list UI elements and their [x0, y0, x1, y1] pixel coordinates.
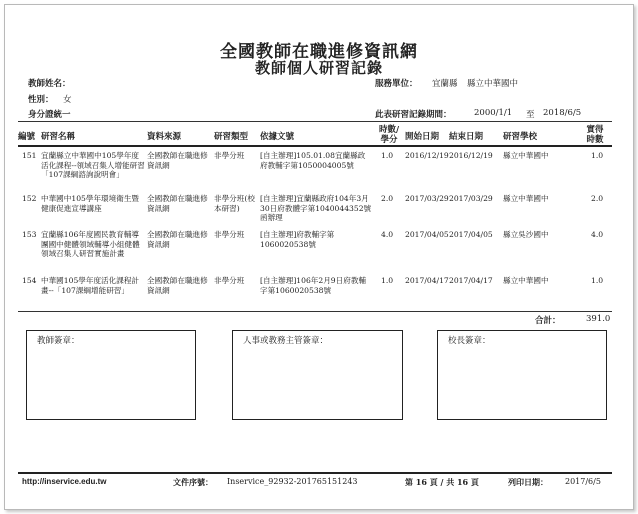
page-subtitle: 教師個人研習記錄: [254, 59, 383, 77]
footer-print-date: 2017/6/5: [565, 477, 601, 486]
teacher-name-label: 教師姓名：: [28, 79, 71, 89]
personnel-signature-label: 人事或教務主管簽章：: [243, 336, 329, 346]
col-header-type: 研習類型: [214, 132, 249, 142]
period-start: 2000/1/1: [474, 108, 513, 118]
col-header-source: 資料來源: [147, 132, 182, 142]
cell-school: 縣立中華國中: [503, 276, 549, 285]
principal-signature-box: [437, 330, 607, 420]
cell-start: 2017/04/05: [405, 230, 449, 239]
period-to: 至: [526, 110, 535, 120]
cell-name: 中華國中105學年環境衛生暨健康促進宣導講座: [41, 194, 140, 213]
col-header-actual-hours: 實得 時數: [586, 125, 604, 145]
cell-hours: 4.0: [381, 230, 394, 239]
cell-start: 2017/03/29: [405, 194, 449, 203]
cell-no: 151: [22, 151, 37, 160]
service-school: 縣立中華國中: [467, 79, 519, 89]
col-header-no: 編號: [18, 132, 36, 142]
col-header-start-date: 開始日期: [405, 132, 440, 142]
period-end: 2018/6/5: [543, 108, 582, 118]
cell-start: 2017/04/17: [405, 276, 449, 285]
cell-source: 全國教師在職進修資訊網: [147, 151, 208, 170]
cell-type: 非學分班(校本研習): [214, 194, 255, 213]
total-label: 合計：: [535, 316, 561, 326]
cell-school: 縣立吳沙國中: [503, 230, 549, 239]
service-county: 宜蘭縣: [432, 79, 458, 89]
cell-source: 全國教師在職進修資訊網: [147, 276, 208, 295]
total-value: 391.0: [586, 314, 611, 324]
cell-type: 非學分班: [214, 230, 245, 239]
cell-doc: [自主辦理]106年2月9日府教輔字第1060020538號: [260, 276, 367, 295]
footer-url: http://inservice.edu.tw: [22, 477, 107, 486]
cell-actual: 1.0: [591, 276, 604, 285]
service-unit-label: 服務單位：: [375, 79, 418, 89]
cell-actual: 4.0: [591, 230, 604, 239]
gender-label: 性別：: [28, 95, 54, 105]
table-bottom-rule: [18, 311, 612, 312]
cell-name: 中華國105學年度活化課程計畫--「107課綱增能研習」: [41, 276, 140, 295]
cell-school: 縣立中華國中: [503, 194, 549, 203]
teacher-signature-box: [26, 330, 196, 420]
principal-signature-label: 校長簽章：: [448, 336, 491, 346]
cell-actual: 2.0: [591, 194, 604, 203]
cell-type: 非學分班: [214, 151, 245, 160]
cell-start: 2016/12/19: [405, 151, 449, 160]
page-title: 全國教師在職進修資訊網: [220, 42, 418, 62]
cell-hours: 1.0: [381, 276, 394, 285]
gender-value: 女: [63, 95, 72, 105]
cell-no: 154: [22, 276, 37, 285]
col-header-school: 研習學校: [503, 132, 538, 142]
period-label: 此表研習記錄期間：: [375, 110, 452, 120]
cell-hours: 2.0: [381, 194, 394, 203]
cell-doc: [自主辦理]宜蘭縣政府104年3月30日府教體字第1040044352號函辦理: [260, 194, 372, 222]
footer-rule: [18, 472, 612, 474]
cell-end: 2017/03/29: [449, 194, 493, 203]
footer-serial: Inservice_92932-201765151243: [227, 477, 358, 486]
table-header-rule: [18, 145, 612, 147]
footer-serial-label: 文件序號：: [173, 477, 213, 487]
cell-school: 縣立中華國中: [503, 151, 549, 160]
col-header-name: 研習名稱: [41, 132, 76, 142]
cell-doc: [自主辦理]府教輔字第1060020538號: [260, 230, 335, 249]
cell-source: 全國教師在職進修資訊網: [147, 194, 208, 213]
cell-end: 2017/04/05: [449, 230, 493, 239]
footer-print-date-label: 列印日期：: [508, 477, 548, 487]
teacher-signature-label: 教師簽章：: [37, 336, 80, 346]
cell-doc: [自主辦理]105.01.08宜蘭縣政府教輔字第1050004005號: [260, 151, 366, 170]
id-number-label: 身分證統一: [28, 110, 71, 120]
cell-end: 2017/04/17: [449, 276, 493, 285]
cell-no: 153: [22, 230, 37, 239]
col-header-doc: 依據文號: [260, 132, 295, 142]
footer-page: 第 16 頁 / 共 16 頁: [405, 477, 479, 487]
cell-source: 全國教師在職進修資訊網: [147, 230, 208, 249]
header-rule: [18, 121, 612, 122]
cell-type: 非學分班: [214, 276, 245, 285]
cell-hours: 1.0: [381, 151, 394, 160]
cell-name: 宜蘭縣立中華國中105學年度活化課程--領域召集人增能研習「107課綱諮詢說明會」: [41, 151, 145, 179]
cell-name: 宜蘭縣106年度國民教育輔導團國中健體領域輔導小組健體領域召集人研習實施計畫: [41, 230, 140, 258]
col-header-end-date: 結束日期: [449, 132, 484, 142]
cell-no: 152: [22, 194, 37, 203]
personnel-signature-box: [232, 330, 403, 420]
cell-end: 2016/12/19: [449, 151, 493, 160]
cell-actual: 1.0: [591, 151, 604, 160]
col-header-hours-unit: 時數/ 學分: [378, 125, 400, 145]
